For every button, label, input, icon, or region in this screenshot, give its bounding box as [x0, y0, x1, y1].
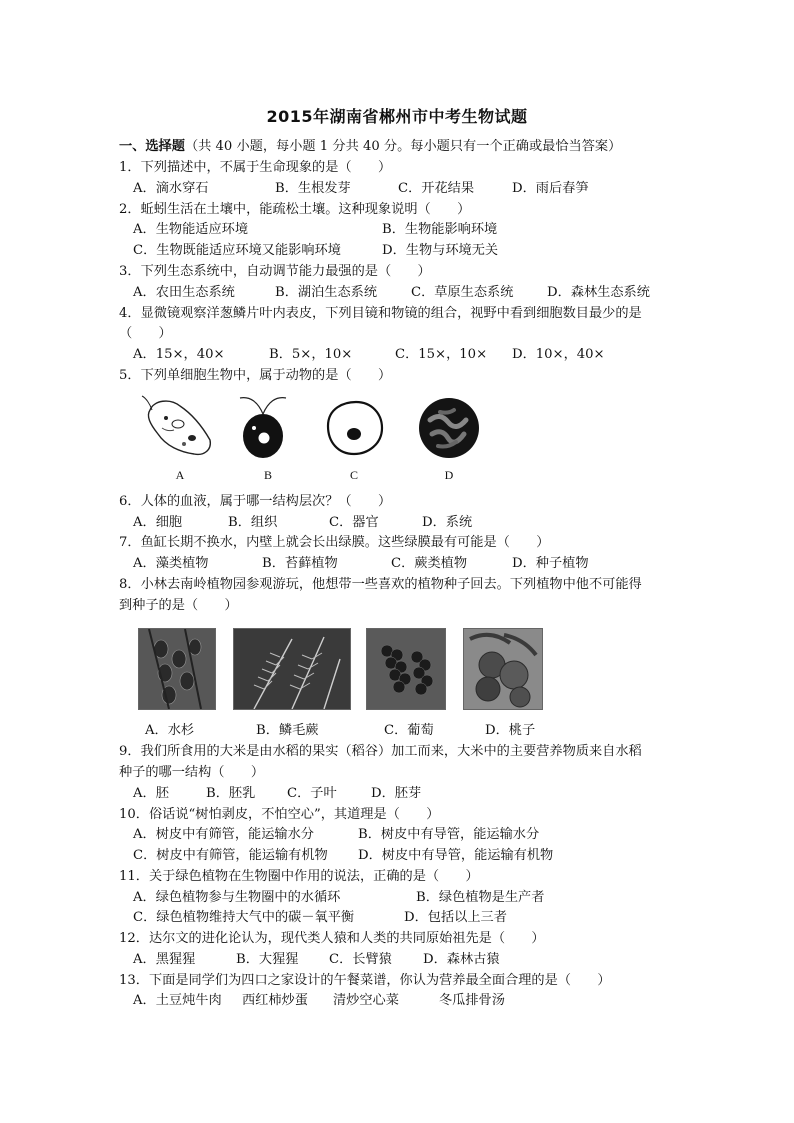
question-8: 8．小林去南岭植物园参观游玩，他想带一些喜欢的植物种子回去。下列植物中他不可能得: [119, 577, 642, 592]
q1-option-b: B．生根发芽: [275, 181, 351, 196]
q11-option-d: D．包括以上三者: [404, 910, 507, 925]
q10-option-a: A．树皮中有筛管，能运输水分: [133, 827, 314, 842]
fern-photo: [233, 628, 351, 710]
protist-a-image: [140, 392, 218, 462]
q13-option-a-dish3: 清炒空心菜: [333, 993, 399, 1008]
q11-option-a: A．绿色植物参与生物圈中的水循环: [133, 890, 341, 905]
q5-label-b: B: [263, 468, 272, 482]
question-6: 6．人体的血液，属于哪一结构层次？（ ）: [119, 494, 392, 509]
q1-option-c: C．开花结果: [398, 181, 475, 196]
question-5: 5．下列单细胞生物中，属于动物的是（ ）: [119, 368, 392, 383]
q6-option-b: B．组织: [228, 515, 278, 530]
question-11: 11．关于绿色植物在生物圈中作用的说法，正确的是（ ）: [119, 869, 479, 884]
q13-option-a-dish4: 冬瓜排骨汤: [439, 993, 505, 1008]
protist-d-image: [416, 396, 482, 460]
q11-option-b: B．绿色植物是生产者: [416, 890, 545, 905]
question-4: 4．显微镜观察洋葱鳞片叶内表皮，下列目镜和物镜的组合，视野中看到细胞数目最少的是: [119, 306, 642, 321]
q9-option-a: A．胚: [133, 786, 169, 801]
q10-option-d: D．树皮中有导管，能运输有机物: [358, 848, 554, 863]
q3-option-c: C．草原生态系统: [411, 285, 514, 300]
q10-option-b: B．树皮中有导管，能运输水分: [358, 827, 540, 842]
question-9: 9．我们所食用的大米是由水稻的果实（稻谷）加工而来，大米中的主要营养物质来自水稻: [119, 744, 642, 759]
q3-option-d: D．森林生态系统: [547, 285, 650, 300]
section-note: （共 40 小题，每小题 1 分共 40 分。每小题只有一个正确或最恰当答案）: [184, 139, 622, 154]
q5-label-a: A: [175, 468, 185, 482]
page-title: 2015年湖南省郴州市中考生物试题: [266, 107, 528, 126]
q13-option-a-dish1: A．土豆炖牛肉: [133, 993, 222, 1008]
question-12: 12．达尔文的进化论认为，现代类人猿和人类的共同原始祖先是（ ）: [119, 931, 545, 946]
q12-option-a: A．黑猩猩: [133, 952, 196, 967]
q8-option-c: C．葡萄: [384, 723, 434, 738]
q9-option-d: D．胚芽: [371, 786, 422, 801]
q6-option-c: C．器官: [329, 515, 379, 530]
q2-option-c: C．生物既能适应环境又能影响环境: [133, 243, 341, 258]
q2-option-d: D．生物与环境无关: [382, 243, 499, 258]
question-9-cont: 种子的哪一结构（ ）: [119, 765, 265, 780]
q5-label-d: D: [444, 468, 454, 482]
q8-option-a: A．水杉: [145, 723, 195, 738]
q10-option-c: C．树皮中有筛管，能运输有机物: [133, 848, 328, 863]
q4-option-b: B．5×，10×: [269, 347, 353, 362]
metasequoia-photo: [138, 628, 216, 710]
question-4-cont: （ ）: [119, 326, 172, 341]
protist-b-image: [228, 392, 298, 462]
protist-c-image: [322, 398, 386, 458]
question-7: 7．鱼缸长期不换水，内壁上就会长出绿膜。这些绿膜最有可能是（ ）: [119, 535, 550, 550]
q7-option-c: C．蕨类植物: [391, 556, 468, 571]
q12-option-b: B．大猩猩: [236, 952, 299, 967]
q7-option-a: A．藻类植物: [133, 556, 209, 571]
q11-option-c: C．绿色植物维持大气中的碳－氧平衡: [133, 910, 355, 925]
q3-option-a: A．农田生态系统: [133, 285, 235, 300]
question-1: 1．下列描述中，不属于生命现象的是（ ）: [119, 160, 392, 175]
grape-photo: [366, 628, 446, 710]
q12-option-c: C．长臂猿: [329, 952, 392, 967]
q8-option-d: D．桃子: [485, 723, 536, 738]
q2-option-b: B．生物能影响环境: [382, 222, 498, 237]
q2-option-a: A．生物能适应环境: [133, 222, 249, 237]
q1-option-d: D．雨后春笋: [512, 181, 589, 196]
q4-option-c: C．15×，10×: [395, 347, 488, 362]
section-header: [119, 138, 621, 156]
section-label: 一、选择题: [119, 139, 185, 154]
q6-option-d: D．系统: [422, 515, 473, 530]
q13-option-a-dish2: 西红柿炒蛋: [242, 993, 308, 1008]
q1-option-a: A．滴水穿石: [133, 181, 209, 196]
q4-option-d: D．10×，40×: [512, 347, 605, 362]
peach-photo: [463, 628, 543, 710]
question-2: 2．蚯蚓生活在土壤中，能疏松土壤。这种现象说明（ ）: [119, 202, 471, 217]
question-8-cont: 到种子的是（ ）: [119, 598, 238, 613]
q9-option-c: C．子叶: [287, 786, 337, 801]
question-13: 13．下面是同学们为四口之家设计的午餐菜谱，你认为营养最全面合理的是（ ）: [119, 973, 611, 988]
q4-option-a: A．15×，40×: [133, 347, 225, 362]
q7-option-b: B．苔藓植物: [262, 556, 338, 571]
q9-option-b: B．胚乳: [206, 786, 256, 801]
q8-option-b: B．鳞毛蕨: [256, 723, 319, 738]
q3-option-b: B．湖泊生态系统: [275, 285, 378, 300]
q12-option-d: D．森林古猿: [423, 952, 500, 967]
question-3: 3．下列生态系统中，自动调节能力最强的是（ ）: [119, 264, 431, 279]
q6-option-a: A．细胞: [133, 515, 183, 530]
q5-label-c: C: [349, 468, 358, 482]
q7-option-d: D．种子植物: [512, 556, 589, 571]
question-10: 10．俗话说“树怕剥皮，不怕空心”，其道理是（ ）: [119, 807, 440, 822]
